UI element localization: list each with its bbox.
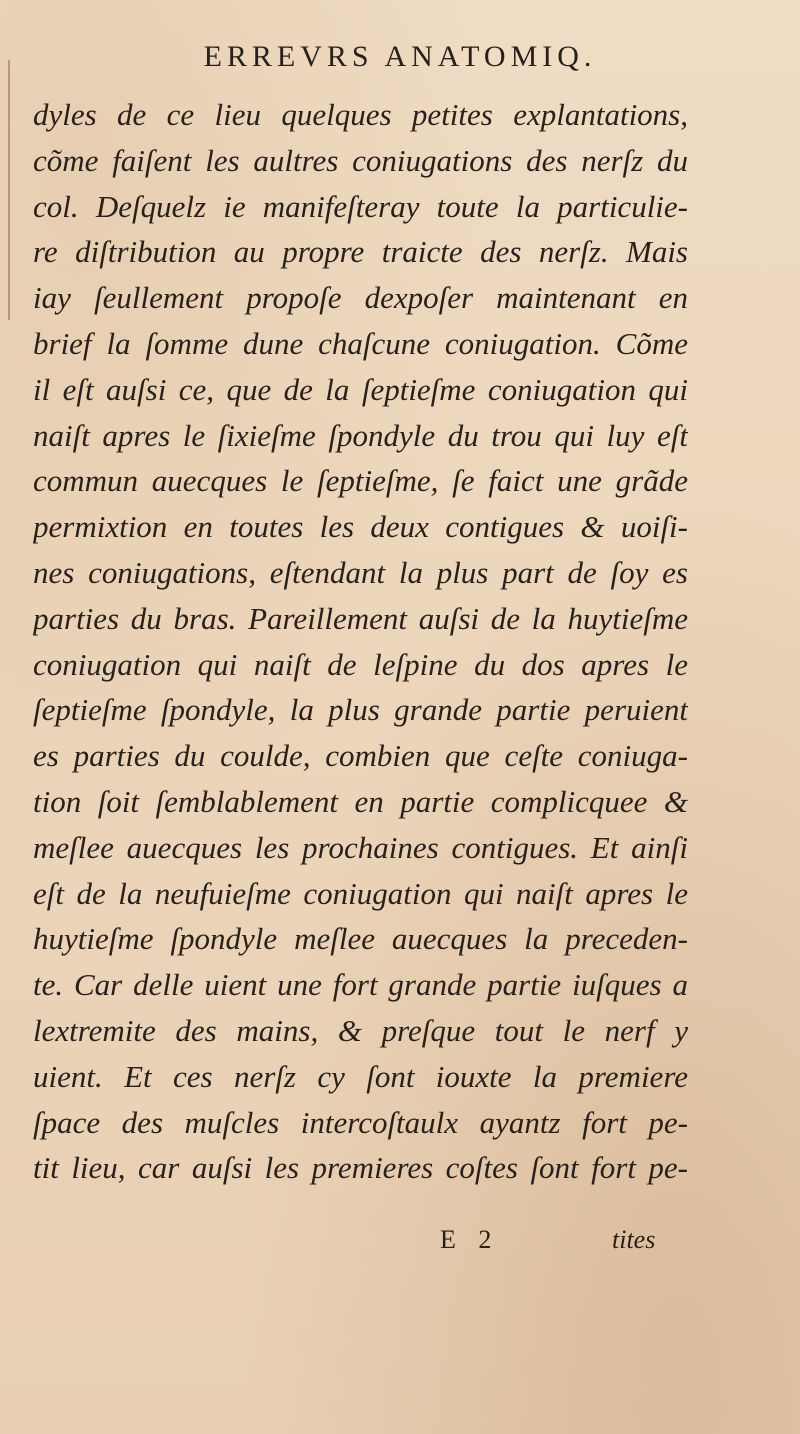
text-line: cõme faiſent les aultres coniugations des nerſz du [33,142,688,178]
text-line: lextremite des mains, & preſque tout le nerf y [33,1012,688,1048]
text-line: uient. Et ces nerſz cy ſont iouxte la premiere [33,1058,688,1094]
text-line: meſlee auecques les prochaines contigues. Et ainſi [33,829,688,865]
text-line: parties du bras. Pareillement auſsi de la huytieſme [33,600,688,636]
catchword: tites [612,1225,656,1254]
text-line: eſt de la neufuieſme coniugation qui naiſt apres le [33,875,688,911]
text-line: dyles de ce lieu quelques petites explantations, [33,97,688,132]
text-line: tion ſoit ſemblablement en partie complicquee & [33,783,688,819]
text-line: tit lieu, car auſsi les premieres coſtes ſont fort pe- [33,1150,688,1186]
text-line: naiſt apres le ſixieſme ſpondyle du trou qui luy eſt [33,417,688,453]
text-line: il eſt auſsi ce, que de la ſeptieſme coniugation qui [33,371,688,407]
binding-shadow [8,60,10,320]
signature-mark: E 2 [440,1225,500,1254]
text-line: ſeptieſme ſpondyle, la plus grande partie peruient [33,692,688,728]
text-line: te. Car delle uient une fort grande partie iuſques a [33,967,688,1003]
text-line: permixtion en toutes les deux contigues & uoiſi- [33,509,688,545]
text-line: ſpace des muſcles intercoſtaulx ayantz fort pe- [33,1104,688,1140]
text-line: commun auecques le ſeptieſme, ſe faict une grãde [33,463,688,499]
running-head: ERREVRS ANATOMIQ. [203,40,597,73]
page-footer [0,1225,800,1265]
text-line: coniugation qui naiſt de leſpine du dos apres le [33,646,688,682]
text-line: brief la ſomme dune chaſcune coniugation. Cõme [33,325,688,361]
body-text [33,92,688,1191]
text-line: re diſtribution au propre traicte des nerſz. Mais [33,234,688,270]
text-line: col. Deſquelz ie manifeſteray toute la particulie- [33,188,688,224]
text-line: es parties du coulde, combien que ceſte coniuga- [33,738,688,774]
text-line: huytieſme ſpondyle meſlee auecques la preceden- [33,921,688,957]
text-line: iay ſeullement propoſe dexpoſer maintenant en [33,280,688,316]
text-line: nes coniugations, eſtendant la plus part de ſoy es [33,554,688,590]
